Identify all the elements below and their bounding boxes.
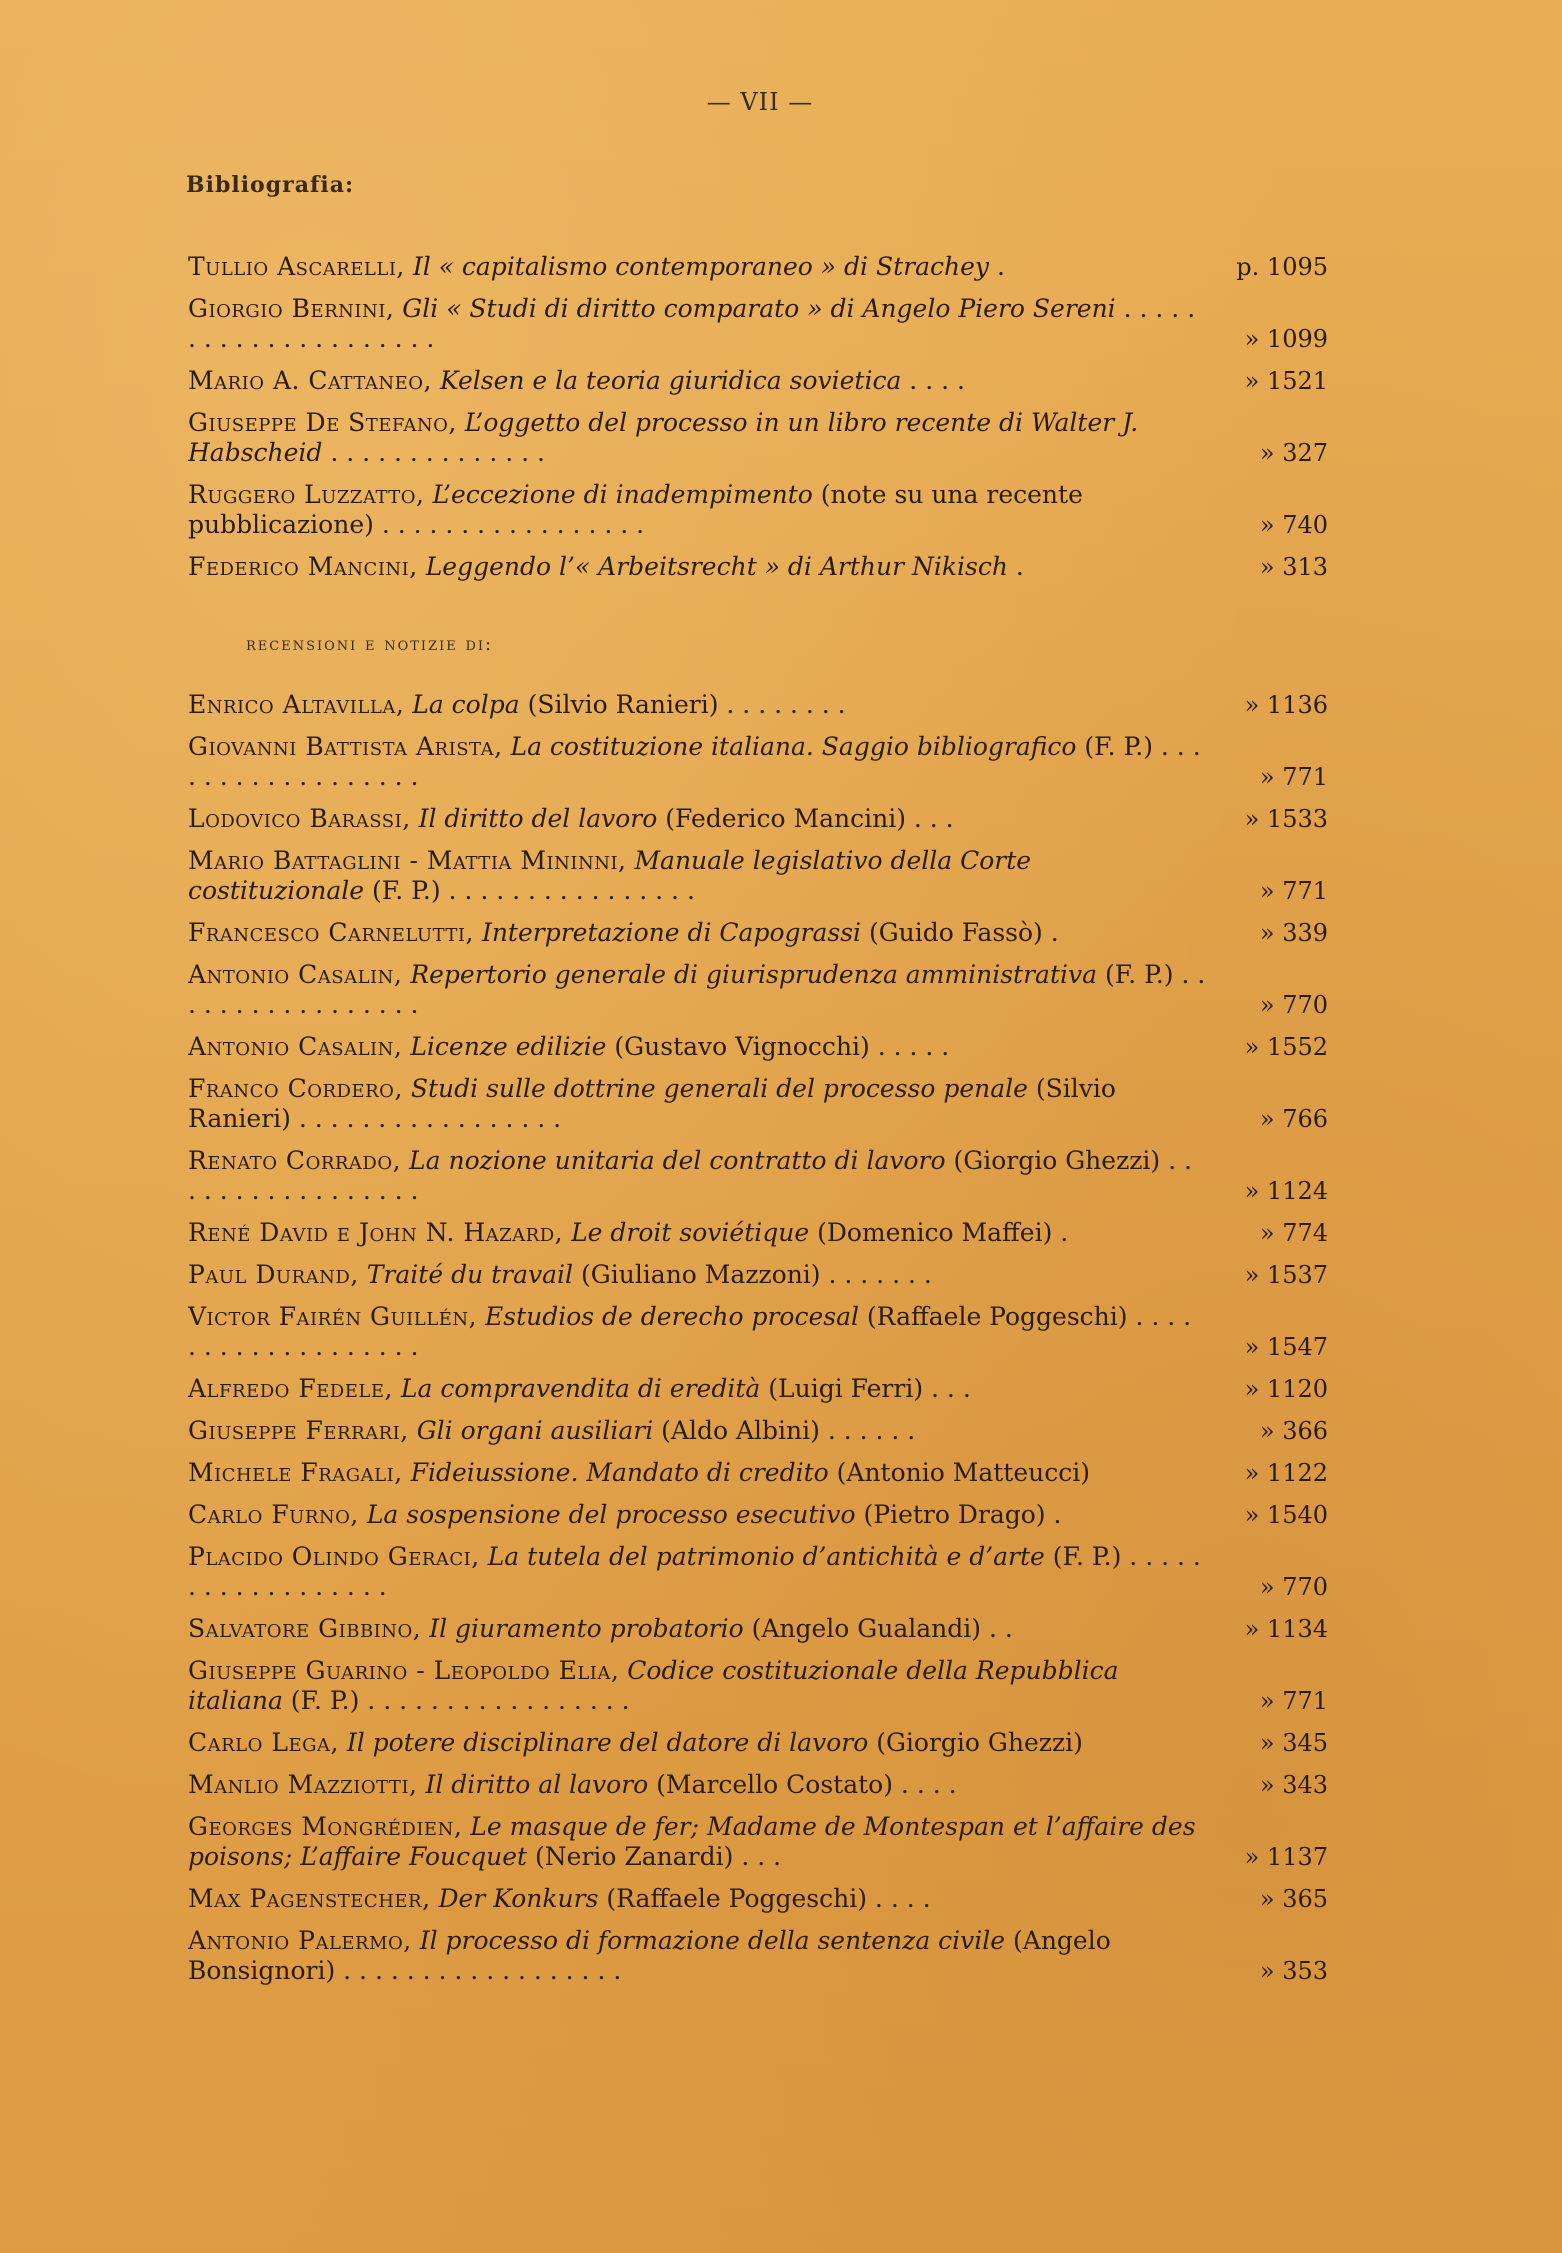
entry-author: Carlo Lega, [188, 1728, 339, 1757]
entry-page-ref: » 1122 [1244, 1459, 1328, 1487]
entry-page-ref: » 1134 [1244, 1615, 1328, 1643]
entry-title: Il giuramento probatorio [429, 1614, 744, 1643]
entry-author: Victor Fairén Guillén, [188, 1302, 478, 1331]
entry-page-ref: » 770 [1259, 991, 1328, 1019]
entry-note: . [1007, 552, 1024, 581]
reviews-entry [188, 732, 1328, 792]
entry-title: La nozione unitaria del contratto di lavoro [409, 1146, 946, 1175]
entry-title: L’oggetto del processo in un libro recente di Walter J. Habscheid [188, 408, 1139, 467]
entry-author: Mario Battaglini - Mattia Mininni, [188, 846, 627, 875]
reviews-entry-text [188, 1770, 1206, 1800]
entry-author: Renato Corrado, [188, 1146, 402, 1175]
entry-title: Fideiussione. Mandato di credito [410, 1458, 829, 1487]
entry-title: Il processo di formazione della sentenza civile [419, 1926, 1006, 1955]
entry-author: Giovanni Battista Arista, [188, 732, 503, 761]
entry-note: (Angelo Bonsignori) . . . . . . . . . . . . . . . . . . [188, 1926, 1111, 1985]
entry-note: (note su una recente pubblicazione) . . . . . . . . . . . . . . . . . [188, 480, 1083, 539]
bibliography-entry-text [188, 480, 1206, 540]
reviews-entry-text [188, 1146, 1206, 1206]
entry-page-ref: » 771 [1259, 877, 1328, 905]
entry-page-ref: » 1120 [1244, 1375, 1328, 1403]
entry-page-ref: » 771 [1259, 763, 1328, 791]
entry-title: La costituzione italiana. Saggio bibliografico [510, 732, 1077, 761]
entry-author: Franco Cordero, [188, 1074, 403, 1103]
entry-author: René David e John N. Hazard, [188, 1218, 564, 1247]
entry-note: . . . . . . . . . . . . . . [322, 438, 545, 467]
entry-page-ref: » 1533 [1244, 805, 1328, 833]
entry-page-ref: » 771 [1259, 1687, 1328, 1715]
entry-note: . [989, 252, 1005, 281]
entry-title: Licenze edilizie [410, 1032, 607, 1061]
reviews-entry-text [188, 1656, 1206, 1716]
entry-title: Der Konkurs [438, 1884, 599, 1913]
entry-note: (Antonio Matteucci) [828, 1458, 1090, 1487]
entry-note: (Aldo Albini) . . . . . . [653, 1416, 916, 1445]
entry-note: (Angelo Gualandi) . . [743, 1614, 1013, 1643]
entry-title: Interpretazione di Capograssi [481, 918, 862, 947]
reviews-heading: recensioni e notizie di: [246, 634, 494, 655]
entry-note: (Silvio Ranieri) . . . . . . . . [519, 690, 846, 719]
entry-author: Enrico Altavilla, [188, 690, 405, 719]
reviews-entry [188, 1146, 1328, 1206]
entry-note: (F. P.) . . . . . . . . . . . . . . . . [364, 876, 695, 905]
reviews-entry [188, 960, 1328, 1020]
entry-note: (Raffaele Poggeschi) . . . . [598, 1884, 931, 1913]
reviews-entry [188, 1260, 1328, 1290]
reviews-entry-text [188, 1260, 1206, 1290]
entry-page-ref: » 770 [1259, 1573, 1328, 1601]
entry-page-ref: » 766 [1259, 1105, 1328, 1133]
reviews-entry [188, 1542, 1328, 1602]
reviews-entry-text [188, 1884, 1206, 1914]
entry-page-ref: » 345 [1259, 1729, 1328, 1757]
reviews-entry-text [188, 1074, 1206, 1134]
entry-title: Leggendo l’« Arbeitsrecht » di Arthur Nikisch [425, 552, 1008, 581]
entry-author: Alfredo Fedele, [188, 1374, 393, 1403]
reviews-entry [188, 1458, 1328, 1488]
reviews-entry [188, 1656, 1328, 1716]
reviews-entry [188, 1032, 1328, 1062]
entry-title: Studi sulle dottrine generali del processo penale [410, 1074, 1028, 1103]
entry-page-ref: » 1537 [1244, 1261, 1328, 1289]
entry-note: (Marcello Costato) . . . . [648, 1770, 957, 1799]
entry-author: Giuseppe De Stefano, [188, 408, 457, 437]
entry-page-ref: » 1136 [1244, 691, 1328, 719]
bibliography-entry [188, 366, 1328, 396]
entry-page-ref: » 1547 [1244, 1333, 1328, 1361]
reviews-entry-text [188, 804, 1206, 834]
entry-author: Giuseppe Guarino - Leopoldo Elia, [188, 1656, 620, 1685]
bibliography-entry [188, 408, 1328, 468]
entry-title: Traité du travail [366, 1260, 574, 1289]
reviews-entry [188, 1416, 1328, 1446]
entry-title: La tutela del patrimonio d’antichità e d’arte [487, 1542, 1045, 1571]
entry-note: (F. P.) . . . . . . . . . . . . . . . . . . [188, 1542, 1201, 1601]
reviews-entry [188, 1770, 1328, 1800]
entry-page-ref: » 1521 [1244, 367, 1328, 395]
entry-page-ref: » 366 [1259, 1417, 1328, 1445]
reviews-list [188, 690, 1328, 1998]
reviews-entry [188, 690, 1328, 720]
entry-author: Georges Mongrédien, [188, 1812, 463, 1841]
entry-note: (F. P.) . . . . . . . . . . . . . . . . . . [188, 732, 1201, 791]
entry-note: (Gustavo Vignocchi) . . . . . [606, 1032, 950, 1061]
entry-title: Repertorio generale di giurisprudenza amministrativa [410, 960, 1098, 989]
entry-note: (Pietro Drago) . [855, 1500, 1062, 1529]
entry-author: Carlo Furno, [188, 1500, 359, 1529]
reviews-entry-text [188, 1926, 1206, 1986]
entry-title: Le masque de fer; Madame de Montespan et l’affaire des poisons; L’affaire Foucquet [188, 1812, 1196, 1871]
entry-page-ref: » 1552 [1244, 1033, 1328, 1061]
entry-author: Paul Durand, [188, 1260, 359, 1289]
entry-note: (F. P.) . . . . . . . . . . . . . . . . . [188, 960, 1206, 1019]
entry-note: (Federico Mancini) . . . [657, 804, 954, 833]
entry-title: La compravendita di eredità [400, 1374, 761, 1403]
entry-note: (Giuliano Mazzoni) . . . . . . . [573, 1260, 932, 1289]
reviews-entry [188, 1884, 1328, 1914]
entry-note: (F. P.) . . . . . . . . . . . . . . . . . [282, 1686, 630, 1715]
entry-note: (Silvio Ranieri) . . . . . . . . . . . . . . . . . [188, 1074, 1116, 1133]
entry-author: Manlio Mazziotti, [188, 1770, 418, 1799]
reviews-entry-text [188, 1416, 1206, 1446]
entry-title: Gli organi ausiliari [416, 1416, 654, 1445]
entry-title: La colpa [412, 690, 520, 719]
entry-title: Il diritto al lavoro [425, 1770, 649, 1799]
entry-author: Lodovico Barassi, [188, 804, 411, 833]
entry-page-ref: » 1540 [1244, 1501, 1328, 1529]
entry-author: Antonio Casalin, [188, 960, 403, 989]
entry-title: Estudios de derecho procesal [485, 1302, 859, 1331]
entry-author: Mario A. Cattaneo, [188, 366, 433, 395]
entry-title: Manuale legislativo della Corte costituzionale [188, 846, 1032, 905]
entry-author: Giuseppe Ferrari, [188, 1416, 409, 1445]
reviews-entry [188, 1926, 1328, 1986]
entry-title: Il diritto del lavoro [418, 804, 658, 833]
reviews-entry-text [188, 1218, 1206, 1248]
reviews-entry [188, 1302, 1328, 1362]
entry-note: . . . . [901, 366, 965, 395]
entry-page-ref: » 1099 [1244, 325, 1328, 353]
bibliography-heading: Bibliografia: [186, 172, 355, 198]
bibliography-entry-text [188, 294, 1206, 354]
entry-page-ref: » 313 [1259, 553, 1328, 581]
entry-page-ref: » 353 [1259, 1957, 1328, 1985]
entry-note: (Domenico Maffei) . [809, 1218, 1069, 1247]
entry-page-ref: » 740 [1259, 511, 1328, 539]
entry-title: Il potere disciplinare del datore di lavoro [346, 1728, 869, 1757]
entry-page-ref: » 1137 [1244, 1843, 1328, 1871]
reviews-entry [188, 1374, 1328, 1404]
reviews-entry-text [188, 732, 1206, 792]
reviews-entry [188, 1812, 1328, 1872]
entry-page-ref: » 774 [1259, 1219, 1328, 1247]
bibliography-entry-text [188, 252, 1206, 282]
entry-note: (Nerio Zanardi) . . . [527, 1842, 782, 1871]
reviews-entry-text [188, 918, 1206, 948]
reviews-entry [188, 918, 1328, 948]
entry-title: La sospensione del processo esecutivo [366, 1500, 856, 1529]
entry-author: Francesco Carnelutti, [188, 918, 474, 947]
reviews-entry [188, 1728, 1328, 1758]
entry-author: Max Pagenstecher, [188, 1884, 431, 1913]
reviews-entry-text [188, 1812, 1206, 1872]
reviews-entry [188, 804, 1328, 834]
reviews-entry-text [188, 1032, 1206, 1062]
entry-page-ref: » 339 [1259, 919, 1328, 947]
entry-page-ref: » 343 [1259, 1771, 1328, 1799]
bibliography-entry-text [188, 366, 1206, 396]
reviews-entry-text [188, 1374, 1206, 1404]
entry-author: Antonio Palermo, [188, 1926, 412, 1955]
entry-author: Antonio Casalin, [188, 1032, 403, 1061]
entry-author: Michele Fragali, [188, 1458, 403, 1487]
entry-page-ref: p. 1095 [1236, 253, 1328, 281]
reviews-entry-text [188, 1302, 1206, 1362]
reviews-entry-text [188, 1500, 1206, 1530]
reviews-entry-text [188, 690, 1206, 720]
entry-note: (Raffaele Poggeschi) . . . . . . . . . . . . . . . . . . . [188, 1302, 1192, 1361]
bibliography-list [188, 252, 1328, 594]
entry-author: Placido Olindo Geraci, [188, 1542, 480, 1571]
entry-page-ref: » 327 [1259, 439, 1328, 467]
entry-page-ref: » 365 [1259, 1885, 1328, 1913]
reviews-entry [188, 1500, 1328, 1530]
entry-page-ref: » 1124 [1244, 1177, 1328, 1205]
bibliography-entry [188, 480, 1328, 540]
reviews-entry [188, 1074, 1328, 1134]
bibliography-entry [188, 252, 1328, 282]
entry-author: Ruggero Luzzatto, [188, 480, 425, 509]
entry-title: Codice costituzionale della Repubblica italiana [188, 1656, 1119, 1715]
entry-author: Federico Mancini, [188, 552, 418, 581]
entry-note: . . . . . . . . . . . . . . . . . . . . . [188, 294, 1196, 353]
reviews-entry-text [188, 960, 1206, 1020]
entry-note: (Giorgio Ghezzi) . . . . . . . . . . . . . . . . . [188, 1146, 1192, 1205]
reviews-entry [188, 1218, 1328, 1248]
entry-author: Salvatore Gibbino, [188, 1614, 422, 1643]
page-number: — VII — [706, 88, 814, 116]
reviews-entry-text [188, 1614, 1206, 1644]
entry-title: L’eccezione di inadempimento [432, 480, 813, 509]
bibliography-entry-text [188, 552, 1206, 582]
reviews-entry-text [188, 846, 1206, 906]
reviews-entry [188, 846, 1328, 906]
reviews-entry-text [188, 1542, 1206, 1602]
entry-author: Giorgio Bernini, [188, 294, 395, 323]
reviews-entry-text [188, 1728, 1206, 1758]
entry-author: Tullio Ascarelli, [188, 252, 405, 281]
entry-title: Kelsen e la teoria giuridica sovietica [439, 366, 902, 395]
entry-note: (Luigi Ferri) . . . [760, 1374, 971, 1403]
entry-title: Le droit soviétique [571, 1218, 810, 1247]
entry-note: (Guido Fassò) . [861, 918, 1059, 947]
bibliography-entry [188, 294, 1328, 354]
entry-note: (Giorgio Ghezzi) [868, 1728, 1083, 1757]
reviews-entry-text [188, 1458, 1206, 1488]
reviews-entry [188, 1614, 1328, 1644]
bibliography-entry-text [188, 408, 1206, 468]
entry-title: Gli « Studi di diritto comparato » di Angelo Piero Sereni [402, 294, 1116, 323]
bibliography-entry [188, 552, 1328, 582]
entry-title: Il « capitalismo contemporaneo » di Strachey [412, 252, 990, 281]
